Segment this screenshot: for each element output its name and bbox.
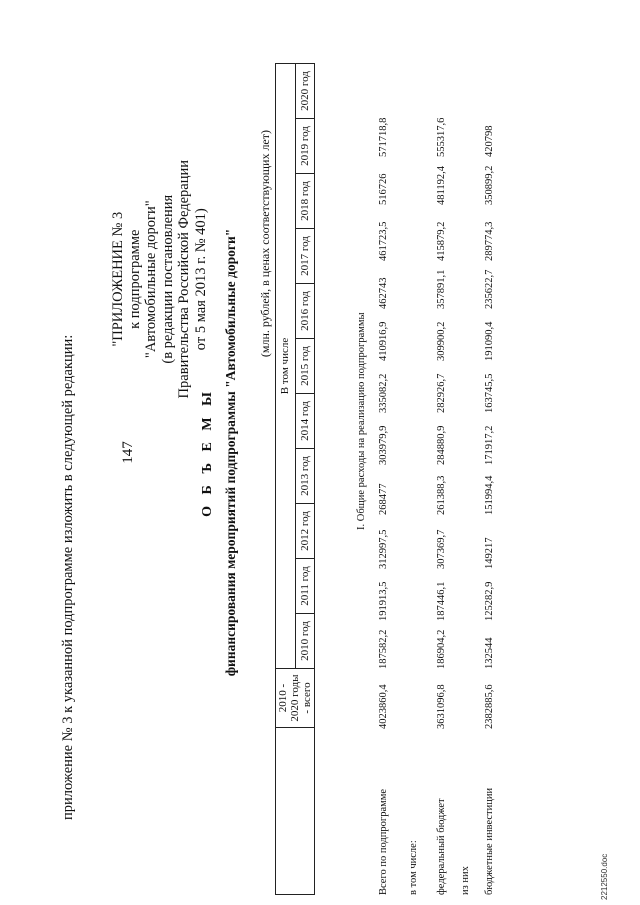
year-header: 2014 год	[295, 394, 315, 449]
value-cell: 357891,1	[436, 269, 447, 309]
value-cell: 187582,2	[378, 629, 389, 669]
year-header: 2012 год	[295, 504, 315, 559]
value-cell: 125282,9	[484, 581, 495, 621]
value-cell: 163745,5	[484, 373, 495, 413]
year-header: 2010 год	[295, 614, 315, 669]
section-title: I. Общие расходы на реализацию подпрограммы	[356, 312, 367, 530]
year-header: 2017 год	[295, 229, 315, 284]
value-cell: 309900,2	[436, 321, 447, 361]
appendix-line: к подпрограмме	[126, 229, 143, 329]
value-cell: 191090,4	[484, 321, 495, 361]
value-cell: 191913,5	[378, 581, 389, 621]
appendix-line: (в редакции постановления	[159, 194, 176, 364]
value-cell: 171917,2	[484, 425, 495, 465]
year-header: 2013 год	[295, 449, 315, 504]
row-label: в том числе:	[408, 840, 419, 895]
units-note: (млн. рублей, в ценах соответствующих лет)	[258, 130, 272, 358]
intro-text: приложение № 3 к указанной подпрограмме изложить в следующей редакции:	[60, 334, 76, 820]
year-header: 2011 год	[295, 559, 315, 614]
total-cell: 3631096,8	[436, 684, 447, 729]
value-cell: 420798	[484, 125, 495, 157]
year-header: 2019 год	[295, 119, 315, 174]
total-cell: 2382885,6	[484, 684, 495, 729]
value-cell: 235622,7	[484, 269, 495, 309]
value-cell: 268477	[378, 483, 389, 515]
value-cell: 187446,1	[436, 581, 447, 621]
year-header: 2016 год	[295, 284, 315, 339]
value-cell: 282926,7	[436, 373, 447, 413]
value-cell: 132544	[484, 637, 495, 669]
value-cell: 410916,9	[378, 321, 389, 361]
document-title: О Б Ъ Е М Ы	[200, 388, 215, 517]
value-cell: 261388,3	[436, 475, 447, 515]
value-cell: 415879,2	[436, 221, 447, 261]
value-cell: 335082,2	[378, 373, 389, 413]
value-cell: 312997,5	[378, 529, 389, 569]
value-cell: 481192,4	[436, 166, 447, 205]
value-cell: 149217	[484, 537, 495, 569]
value-cell: 350899,2	[484, 165, 495, 205]
year-header: 2018 год	[295, 174, 315, 229]
appendix-line: "Автомобильные дороги"	[143, 200, 159, 359]
value-cell: 284880,9	[436, 425, 447, 465]
value-cell: 186904,2	[436, 629, 447, 669]
appendix-line: "ПРИЛОЖЕНИЕ № 3	[110, 211, 126, 347]
value-cell: 461723,5	[378, 221, 389, 261]
appendix-block	[110, 160, 209, 398]
year-header: 2015 год	[295, 339, 315, 394]
total-cell: 4023860,4	[378, 684, 389, 729]
doc-stamp: 2212550.doc	[600, 853, 609, 900]
total-header: 2010 - 2020 годы - всего	[276, 669, 315, 728]
header-table	[275, 63, 315, 895]
value-cell: 303979,9	[378, 425, 389, 465]
label-header-cell	[276, 728, 315, 895]
including-header: В том числе	[276, 64, 296, 669]
value-cell: 307369,7	[436, 529, 447, 569]
year-header: 2020 год	[295, 64, 315, 119]
row-label: Всего по подпрограмме	[378, 788, 389, 895]
value-cell: 289774,3	[484, 221, 495, 261]
row-label: из них	[460, 866, 471, 895]
row-label: бюджетные инвестиции	[484, 787, 495, 895]
row-label: федеральный бюджет	[436, 798, 447, 895]
value-cell: 151994,4	[484, 475, 495, 515]
value-cell: 555317,6	[436, 117, 447, 157]
value-cell: 462743	[378, 277, 389, 309]
page-number: 147	[120, 441, 136, 464]
appendix-line: от 5 мая 2013 г. № 401)	[192, 208, 209, 351]
document-subtitle: финансирования мероприятий подпрограммы "Автомобильные дороги"	[223, 228, 238, 677]
value-cell: 571718,8	[378, 117, 389, 157]
value-cell: 516726	[378, 173, 389, 205]
appendix-line: Правительства Российской Федерации	[176, 160, 192, 399]
